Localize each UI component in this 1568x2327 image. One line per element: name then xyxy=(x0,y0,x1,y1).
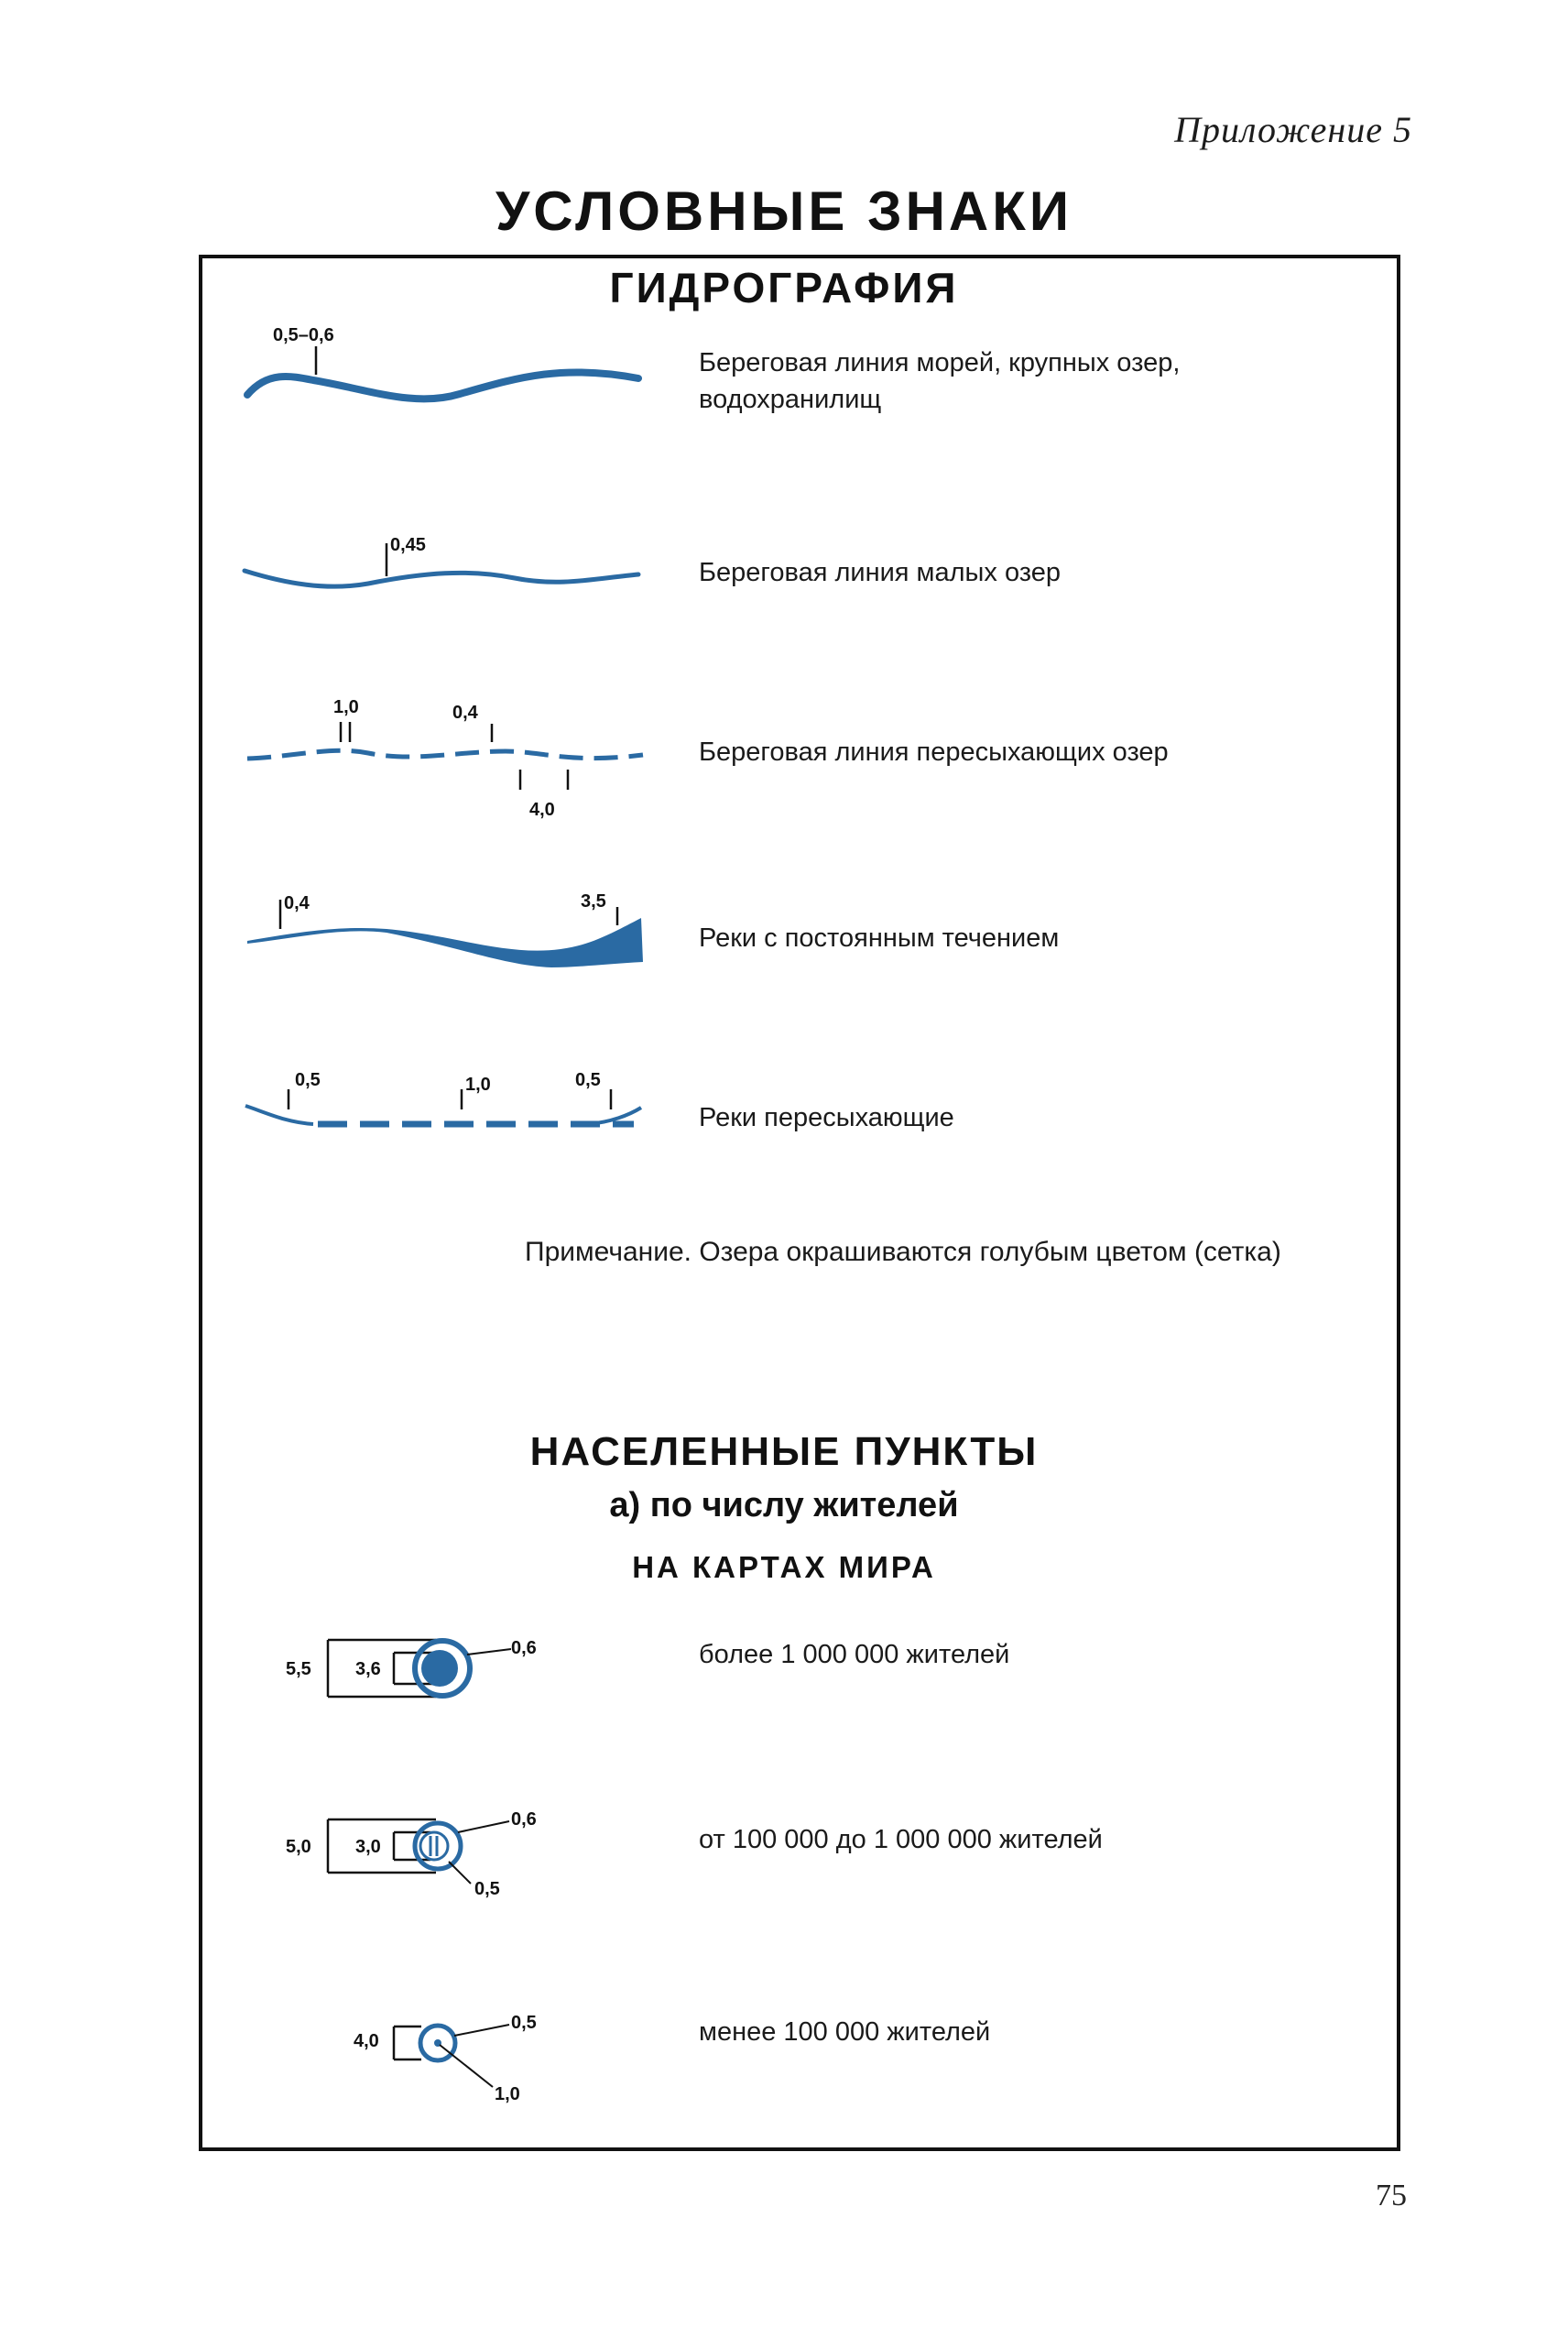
dim-label: 4,0 xyxy=(354,2031,379,2051)
settlement-item-label: от 100 000 до 1 000 000 жителей xyxy=(699,1825,1103,1854)
dim-label: 5,0 xyxy=(286,1837,311,1857)
settlement-item-label: менее 100 000 жителей xyxy=(699,2017,991,2047)
city-100k-1m-symbol xyxy=(275,1796,568,1906)
hydro-item-label: Береговая линия малых озер xyxy=(699,558,1061,587)
dim-label: 0,4 xyxy=(284,893,310,913)
drying-lake-coastline-symbol xyxy=(240,685,652,832)
dim-label: 1,0 xyxy=(333,697,359,717)
hydrography-note: Примечание. Озера окрашиваются голубым цветом (сетка) xyxy=(525,1237,1281,1267)
dim-label: 0,45 xyxy=(390,535,426,555)
dim-label: 0,5–0,6 xyxy=(273,325,334,345)
page-title: УСЛОВНЫЕ ЗНАКИ xyxy=(495,180,1073,242)
sea-coastline-symbol xyxy=(240,316,652,417)
page-number: 75 xyxy=(1376,2179,1407,2212)
city-under-100k-symbol xyxy=(330,1988,568,2107)
dim-label: 0,6 xyxy=(511,1809,537,1830)
dim-label: 5,5 xyxy=(286,1659,311,1679)
dim-label: 4,0 xyxy=(529,800,555,820)
dim-label: 3,0 xyxy=(355,1837,381,1857)
settlement-item-label: более 1 000 000 жителей xyxy=(699,1640,1010,1669)
appendix-label: Приложение 5 xyxy=(1174,109,1412,150)
hydro-item-label: Реки с постоянным течением xyxy=(699,923,1060,953)
hydrography-heading: ГИДРОГРАФИЯ xyxy=(609,264,959,311)
dim-label: 1,0 xyxy=(495,2084,520,2104)
drying-river-symbol xyxy=(240,1058,652,1159)
settlements-heading: НАСЕЛЕННЫЕ ПУНКТЫ xyxy=(529,1429,1039,1474)
dim-label: 0,5 xyxy=(511,2013,537,2033)
hydro-item-label: Береговая линия пересыхающих озер xyxy=(699,737,1169,767)
permanent-river-symbol xyxy=(240,881,652,982)
dim-label: 1,0 xyxy=(465,1075,491,1095)
dim-label: 0,5 xyxy=(474,1879,500,1899)
dim-label: 0,6 xyxy=(511,1638,537,1658)
hydro-item-label: Береговая линия морей, крупных озер, водохранилищ xyxy=(699,348,1181,414)
dim-label: 3,6 xyxy=(355,1659,381,1679)
dim-label: 0,4 xyxy=(452,703,478,723)
dim-label: 3,5 xyxy=(581,891,606,912)
dim-label: 0,5 xyxy=(295,1070,321,1090)
small-lake-coastline-symbol xyxy=(240,527,652,609)
hydro-item-label: Реки пересыхающие xyxy=(699,1103,954,1132)
city-over-million-symbol xyxy=(275,1622,568,1713)
settlements-subheading: а) по числу жителей xyxy=(609,1486,959,1524)
world-maps-heading: НА КАРТАХ МИРА xyxy=(632,1550,936,1584)
dim-label: 0,5 xyxy=(575,1070,601,1090)
